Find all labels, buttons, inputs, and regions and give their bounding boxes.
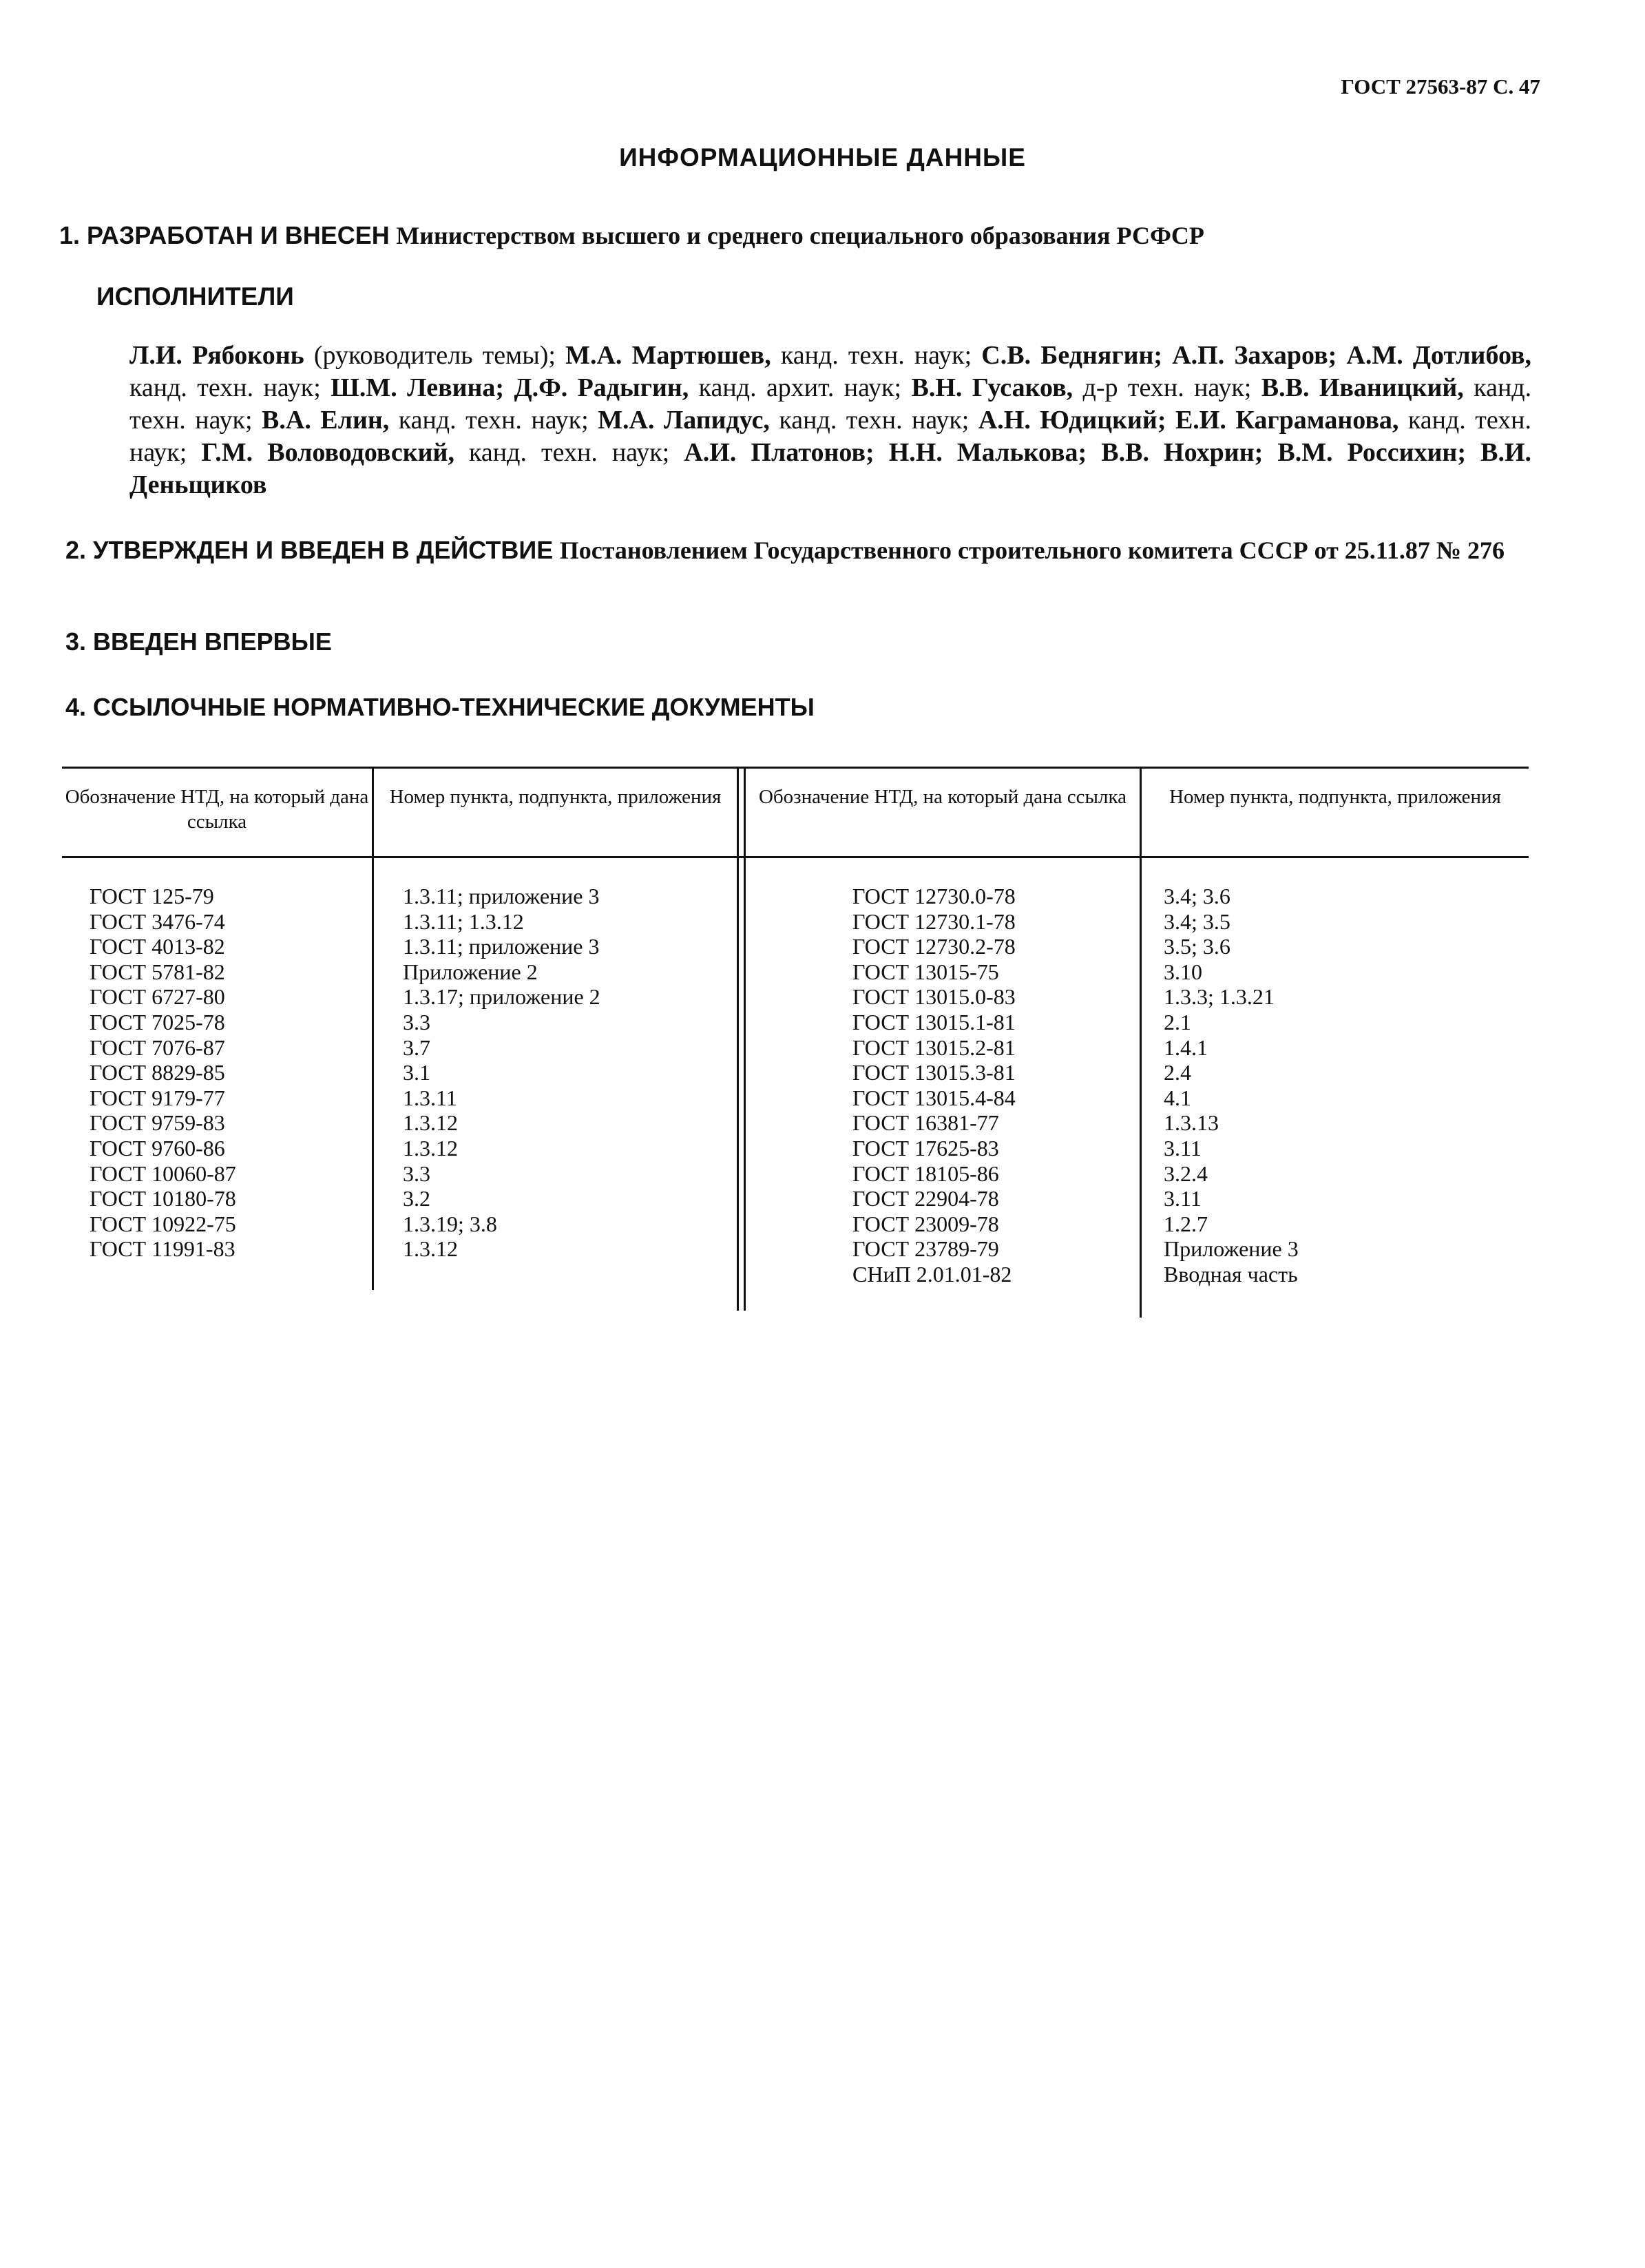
- executor-role: канд. техн. наук;: [780, 341, 972, 370]
- section-4: [65, 691, 1531, 724]
- table-cell-item: 3.11: [1164, 1135, 1202, 1161]
- table-cell-doc: ГОСТ 18105-86: [852, 1161, 999, 1186]
- section-2-heading: 2. УТВЕРЖДЕН И ВВЕДЕН В ДЕЙСТВИЕ: [65, 536, 554, 564]
- executor-role: канд. техн. наук;: [398, 406, 589, 435]
- table-cell-item: 1.3.19; 3.8: [403, 1211, 497, 1236]
- table-cell-doc: ГОСТ 13015.4-84: [852, 1085, 1016, 1110]
- table-cell-doc: ГОСТ 11991-83: [90, 1236, 235, 1262]
- table-cell-item: 1.3.11; 1.3.12: [403, 908, 524, 934]
- executor-name: В.М. Россихин;: [1277, 438, 1466, 467]
- left-item-column: [403, 884, 600, 1262]
- table-cell-doc: ГОСТ 8829-85: [90, 1060, 225, 1085]
- executor-name: С.В. Беднягин;: [981, 341, 1163, 370]
- table-header-item-right: Номер пункта, подпункта, приложения: [1169, 786, 1501, 808]
- table-cell-item: 4.1: [1164, 1085, 1191, 1110]
- section-3: [65, 625, 1531, 658]
- table-cell-item: 1.3.12: [403, 1110, 458, 1136]
- section-1: [59, 219, 1531, 252]
- table-cell-item: 1.4.1: [1164, 1034, 1208, 1060]
- table-cell-item: Приложение 2: [403, 959, 538, 984]
- table-cell-doc: ГОСТ 10180-78: [90, 1186, 236, 1211]
- table-cell-item: 3.3: [403, 1161, 430, 1186]
- executor-name: В.В. Нохрин;: [1101, 438, 1264, 467]
- table-cell-doc: ГОСТ 7076-87: [90, 1034, 225, 1060]
- executors-heading: ИСПОЛНИТЕЛИ: [96, 282, 294, 311]
- executor-name: А.Н. Юдицкий;: [978, 406, 1166, 435]
- right-item-column: [1164, 884, 1299, 1287]
- executor-role: канд. техн. наук;: [129, 406, 1532, 467]
- table-cell-item: 3.3: [403, 1009, 430, 1034]
- section-2-text: Постановлением Государственного строительного комитета СССР от 25.11.87 № 276: [559, 537, 1505, 564]
- right-doc-column: [852, 884, 1016, 1287]
- table-cell-doc: СНиП 2.01.01-82: [852, 1261, 1012, 1287]
- table-cell-doc: ГОСТ 23009-78: [852, 1211, 999, 1236]
- table-cell-item: 3.2.4: [1164, 1161, 1208, 1186]
- table-cell-item: 3.11: [1164, 1186, 1202, 1211]
- table-cell-doc: ГОСТ 13015-75: [852, 959, 999, 984]
- table-header-rule: [62, 856, 1529, 858]
- executor-role: д-р техн. наук;: [1082, 373, 1252, 402]
- document-title: ИНФОРМАЦИОННЫЕ ДАННЫЕ: [619, 143, 1026, 171]
- table-cell-doc: ГОСТ 9179-77: [90, 1085, 225, 1110]
- section-2: [65, 534, 1531, 567]
- table-cell-item: 1.3.11: [403, 1085, 457, 1110]
- table-cell-item: 1.3.12: [403, 1236, 458, 1262]
- table-cell-doc: ГОСТ 10922-75: [90, 1211, 236, 1236]
- section-3-heading: 3. ВВЕДЕН ВПЕРВЫЕ: [65, 627, 332, 656]
- table-cell-item: 3.4; 3.5: [1164, 908, 1230, 934]
- table-cell-doc: ГОСТ 10060-87: [90, 1161, 236, 1186]
- table-cell-doc: ГОСТ 23789-79: [852, 1236, 999, 1262]
- table-cell-item: Вводная часть: [1164, 1261, 1298, 1287]
- executor-name: А.И. Платонов;: [684, 438, 874, 467]
- table-cell-doc: ГОСТ 16381-77: [852, 1110, 999, 1136]
- table-cell-item: 1.2.7: [1164, 1211, 1208, 1236]
- table-cell-doc: ГОСТ 9759-83: [90, 1110, 225, 1136]
- table-cell-item: 1.3.17; приложение 2: [403, 984, 600, 1010]
- executor-name: В.А. Елин,: [262, 406, 390, 435]
- executor-role: канд. техн. наук;: [779, 406, 970, 435]
- table-cell-doc: ГОСТ 13015.2-81: [852, 1034, 1016, 1060]
- table-col-divider-2a: [737, 767, 739, 1311]
- left-doc-column: [90, 884, 236, 1262]
- table-cell-item: 2.4: [1164, 1060, 1191, 1085]
- executors-list: [129, 340, 1531, 501]
- executor-name: А.М. Дотлибов,: [1346, 341, 1532, 370]
- table-cell-doc: ГОСТ 12730.0-78: [852, 884, 1016, 908]
- table-cell-doc: ГОСТ 5781-82: [90, 959, 225, 984]
- table-header-doc-left: Обозначение НТД, на который дана ссылка: [65, 786, 369, 833]
- executor-name: А.П. Захаров;: [1172, 341, 1337, 370]
- table-cell-item: 1.3.12: [403, 1135, 458, 1161]
- executor-role: канд. техн. наук;: [129, 373, 1532, 435]
- table-top-rule: [62, 767, 1529, 769]
- executor-role: канд. архит. наук;: [698, 373, 902, 402]
- table-cell-doc: ГОСТ 6727-80: [90, 984, 225, 1010]
- table-cell-doc: ГОСТ 12730.2-78: [852, 934, 1016, 959]
- table-cell-item: 3.4; 3.6: [1164, 884, 1230, 908]
- executor-role: (руководитель темы);: [313, 341, 556, 370]
- executor-name: В.И. Деньщиков: [129, 438, 1531, 499]
- table-cell-doc: ГОСТ 22904-78: [852, 1186, 999, 1211]
- executor-role: канд. техн. наук;: [469, 438, 670, 467]
- table-cell-item: 2.1: [1164, 1009, 1191, 1034]
- table-cell-item: 1.3.13: [1164, 1110, 1219, 1136]
- page-header: ГОСТ 27563-87 С. 47: [1341, 74, 1540, 98]
- table-cell-item: 3.10: [1164, 959, 1202, 984]
- executor-name: Г.М. Воловодовский,: [201, 438, 454, 467]
- table-cell-doc: ГОСТ 13015.0-83: [852, 984, 1016, 1010]
- table-col-divider-3: [1140, 767, 1142, 1318]
- table-cell-doc: ГОСТ 13015.1-81: [852, 1009, 1016, 1034]
- table-cell-doc: ГОСТ 4013-82: [90, 934, 225, 959]
- table-cell-item: 3.7: [403, 1034, 430, 1060]
- executor-name: Е.И. Каграманова,: [1175, 406, 1399, 435]
- executor-name: В.В. Иваницкий,: [1261, 373, 1464, 402]
- executor-role: канд. техн. наук;: [129, 373, 321, 402]
- table-cell-item: 3.1: [403, 1060, 430, 1085]
- table-cell-item: 3.2: [403, 1186, 430, 1211]
- table-col-divider-2b: [744, 767, 746, 1311]
- table-cell-doc: ГОСТ 17625-83: [852, 1135, 999, 1161]
- executor-name: Ш.М. Левина;: [331, 373, 505, 402]
- executor-name: Л.И. Рябоконь: [129, 341, 304, 370]
- table-cell-item: 3.5; 3.6: [1164, 934, 1230, 959]
- table-cell-item: 1.3.11; приложение 3: [403, 934, 600, 959]
- table-header-doc-right: Обозначение НТД, на который дана ссылка: [758, 786, 1127, 808]
- section-1-heading: 1. РАЗРАБОТАН И ВНЕСЕН: [59, 221, 390, 249]
- table-cell-doc: ГОСТ 7025-78: [90, 1009, 225, 1034]
- section-1-text: Министерством высшего и среднего специального образования РСФСР: [396, 222, 1204, 249]
- executor-name: М.А. Мартюшев,: [565, 341, 771, 370]
- executor-name: В.Н. Гусаков,: [911, 373, 1073, 402]
- executor-name: Н.Н. Малькова;: [888, 438, 1087, 467]
- table-cell-item: 1.3.11; приложение 3: [403, 884, 600, 908]
- references-table: [62, 767, 1529, 1318]
- table-header-item-left: Номер пункта, подпункта, приложения: [389, 786, 722, 808]
- table-cell-doc: ГОСТ 9760-86: [90, 1135, 225, 1161]
- table-col-divider-1: [372, 767, 374, 1290]
- table-cell-doc: ГОСТ 3476-74: [90, 908, 225, 934]
- table-cell-doc: ГОСТ 12730.1-78: [852, 908, 1016, 934]
- table-cell-item: Приложение 3: [1164, 1236, 1299, 1262]
- table-cell-doc: ГОСТ 125-79: [90, 884, 214, 908]
- executor-name: Д.Ф. Радыгин,: [514, 373, 689, 402]
- executor-name: М.А. Лапидус,: [598, 406, 770, 435]
- table-cell-item: 1.3.3; 1.3.21: [1164, 984, 1275, 1010]
- table-cell-doc: ГОСТ 13015.3-81: [852, 1060, 1016, 1085]
- section-4-heading: 4. ССЫЛОЧНЫЕ НОРМАТИВНО-ТЕХНИЧЕСКИЕ ДОКУМЕНТЫ: [65, 693, 815, 721]
